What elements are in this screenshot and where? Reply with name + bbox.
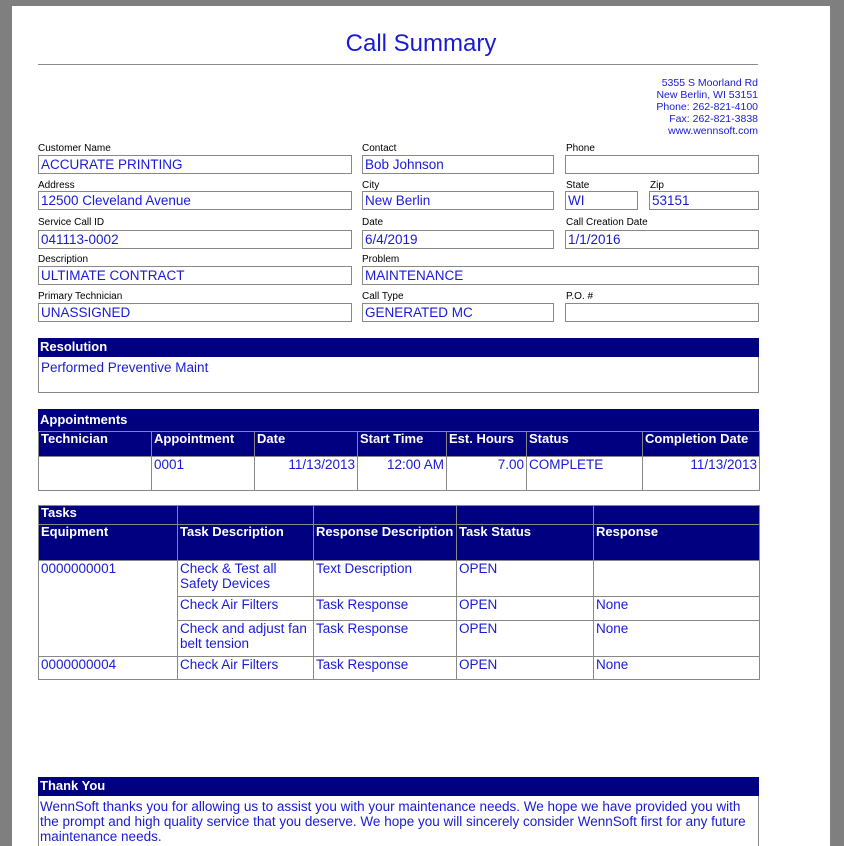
cell-response-description: Task Response	[314, 597, 457, 621]
state-field: WI	[565, 191, 638, 210]
primary-technician-label: Primary Technician	[38, 291, 123, 302]
col-equipment: Equipment	[39, 525, 178, 561]
po-number-field	[565, 303, 759, 322]
tasks-header-row	[39, 525, 760, 561]
contact-field: Bob Johnson	[362, 155, 554, 174]
tasks-table	[38, 505, 760, 680]
col-response-description: Response Description	[314, 525, 457, 561]
cell-task-description: Check and adjust fan belt tension	[178, 621, 314, 657]
col-task-description: Task Description	[178, 525, 314, 561]
cell-completion-date: 11/13/2013	[643, 457, 760, 491]
city-label: City	[362, 180, 380, 191]
cell-response-description: Task Response	[314, 621, 457, 657]
tasks-heading-blank	[594, 506, 760, 525]
cell-response: None	[594, 597, 760, 621]
resolution-text: Performed Preventive Maint	[41, 360, 209, 375]
cell-equipment: 0000000004	[39, 657, 178, 680]
col-appointment: Appointment	[152, 432, 255, 457]
tasks-heading-row	[39, 506, 760, 525]
title-divider	[38, 64, 758, 65]
company-website[interactable]: www.wennsoft.com	[668, 125, 758, 137]
cell-task-status: OPEN	[457, 561, 594, 597]
call-type-label: Call Type	[362, 291, 404, 302]
page-title: Call Summary	[345, 30, 497, 57]
cell-response-description: Text Description	[314, 561, 457, 597]
phone-field	[565, 155, 759, 174]
tasks-heading-blank	[178, 506, 314, 525]
col-est-hours: Est. Hours	[447, 432, 527, 457]
description-label: Description	[38, 254, 89, 265]
service-call-id-label: Service Call ID	[38, 217, 105, 228]
tasks-heading-blank	[314, 506, 457, 525]
report-page	[12, 6, 830, 846]
date-label: Date	[362, 217, 384, 228]
appointments-header-row	[39, 432, 760, 457]
call-creation-date-field: 1/1/2016	[565, 230, 759, 249]
cell-task-status: OPEN	[457, 597, 594, 621]
contact-label: Contact	[362, 143, 397, 154]
cell-task-description: Check Air Filters	[178, 597, 314, 621]
cell-task-description: Check Air Filters	[178, 657, 314, 680]
cell-date: 11/13/2013	[255, 457, 358, 491]
description-field: ULTIMATE CONTRACT	[38, 266, 352, 285]
cell-appointment: 0001	[152, 457, 255, 491]
po-number-label: P.O. #	[566, 291, 594, 302]
appointments-heading: Appointments	[38, 409, 759, 431]
problem-label: Problem	[362, 254, 400, 265]
service-call-id-field: 041113-0002	[38, 230, 352, 249]
col-response: Response	[594, 525, 760, 561]
call-creation-date-label: Call Creation Date	[566, 217, 648, 228]
cell-response: None	[594, 621, 760, 657]
cell-response: None	[594, 657, 760, 680]
cell-task-description: Check & Test all Safety Devices	[178, 561, 314, 597]
cell-equipment: 0000000001	[39, 561, 178, 657]
phone-label: Phone	[566, 143, 595, 154]
problem-field: MAINTENANCE	[362, 266, 759, 285]
address-field: 12500 Cleveland Avenue	[38, 191, 352, 210]
col-technician: Technician	[39, 432, 152, 457]
cell-task-status: OPEN	[457, 657, 594, 680]
col-start-time: Start Time	[358, 432, 447, 457]
col-completion-date: Completion Date	[643, 432, 760, 457]
zip-label: Zip	[650, 180, 664, 191]
company-fax: Fax: 262-821-3838	[669, 113, 758, 125]
customer-name-label: Customer Name	[38, 143, 111, 154]
cell-task-status: OPEN	[457, 621, 594, 657]
date-field: 6/4/2019	[362, 230, 554, 249]
appointments-table	[38, 431, 760, 491]
primary-technician-field: UNASSIGNED	[38, 303, 352, 322]
call-type-field: GENERATED MC	[362, 303, 554, 322]
cell-start-time: 12:00 AM	[358, 457, 447, 491]
address-line1: 5355 S Moorland Rd	[661, 77, 758, 89]
address-line2: New Berlin, WI 53151	[656, 89, 758, 101]
tasks-heading: Tasks	[39, 506, 178, 525]
tasks-heading-blank	[457, 506, 594, 525]
company-address	[656, 77, 758, 137]
company-phone: Phone: 262-821-4100	[656, 101, 758, 113]
state-label: State	[566, 180, 590, 191]
address-label: Address	[38, 180, 75, 191]
table-row	[39, 657, 760, 680]
thank-you-text: WennSoft thanks you for allowing us to assist you with your maintenance needs. We hope we have provided you with the prompt and high quality service that you deserve. We hope you will sincerely consider WennSoft first for any future maintenance needs.	[40, 799, 746, 844]
thank-you-heading: Thank You	[38, 777, 759, 796]
cell-response-description: Task Response	[314, 657, 457, 680]
cell-technician	[39, 457, 152, 491]
table-row	[39, 561, 760, 597]
col-date: Date	[255, 432, 358, 457]
col-status: Status	[527, 432, 643, 457]
cell-est-hours: 7.00	[447, 457, 527, 491]
city-field: New Berlin	[362, 191, 554, 210]
col-task-status: Task Status	[457, 525, 594, 561]
table-row	[39, 457, 760, 491]
cell-response	[594, 561, 760, 597]
zip-field: 53151	[649, 191, 759, 210]
resolution-heading: Resolution	[38, 338, 759, 357]
cell-status: COMPLETE	[527, 457, 643, 491]
customer-name-field: ACCURATE PRINTING	[38, 155, 352, 174]
